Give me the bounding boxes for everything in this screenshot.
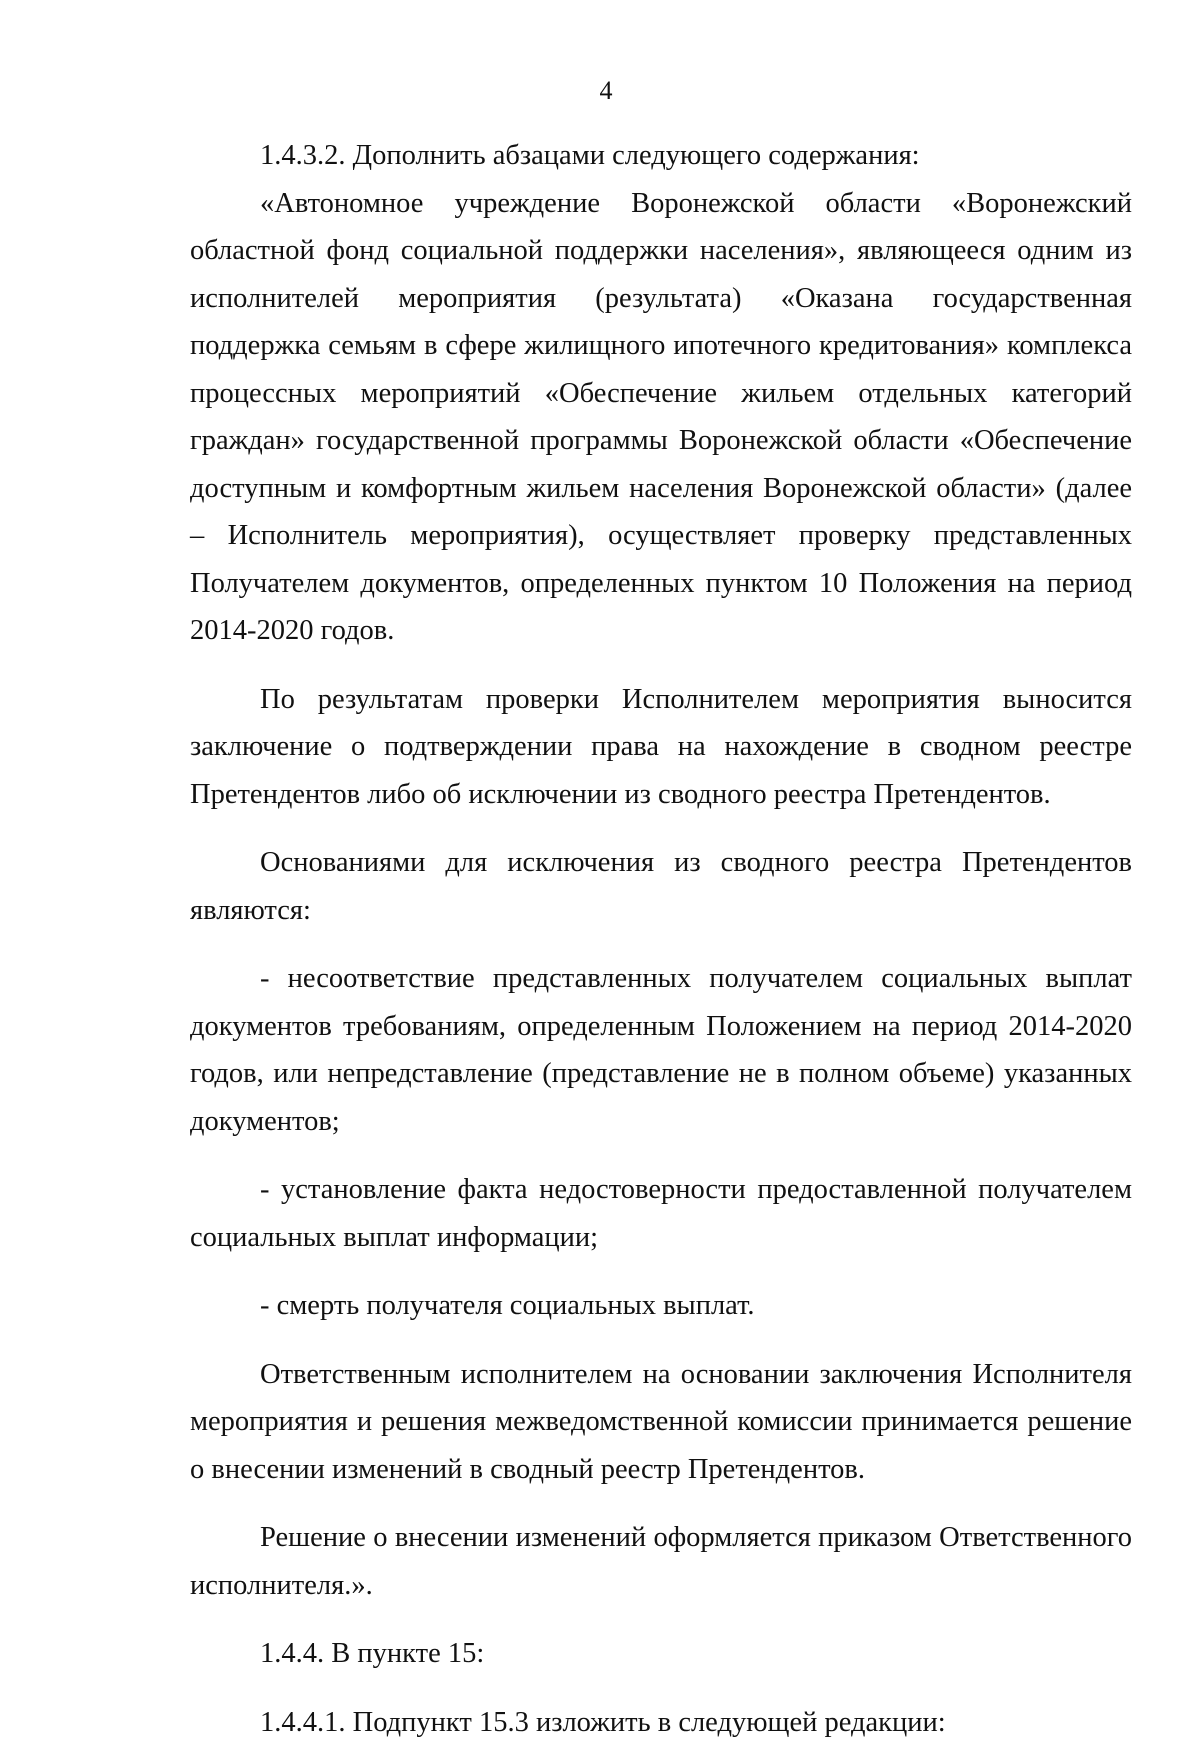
list-item-nonconformity: - несоответствие представленных получателем социальных выплат документов требованиям, определенным Положением на период 2014-2020 годов, или непредставление (представление не в полном объеме) указанных документов;	[190, 955, 1132, 1145]
paragraph-responsible-decision: Ответственным исполнителем на основании заключения Исполнителя мероприятия и решения межведомственной комиссии принимается решение о внесении изменений в сводный реестр Претендентов.	[190, 1351, 1132, 1494]
page-number: 4	[0, 76, 1200, 106]
document-body	[190, 132, 1132, 1746]
list-item-false-information: - установление факта недостоверности предоставленной получателем социальных выплат информации;	[190, 1166, 1132, 1261]
paragraph-1-4-4-1-heading: 1.4.4.1. Подпункт 15.3 изложить в следующей редакции:	[190, 1699, 1132, 1746]
list-item-death: - смерть получателя социальных выплат.	[190, 1282, 1132, 1330]
paragraph-1-4-3-2-heading: 1.4.3.2. Дополнить абзацами следующего содержания:	[190, 132, 1132, 180]
paragraph-executor-description: «Автономное учреждение Воронежской области «Воронежский областной фонд социальной поддержки населения», являющееся одним из исполнителей мероприятия (результата) «Оказана государственная поддержка семьям в сфере жилищного ипотечного кредитования» комплекса процессных мероприятий «Обеспечение жильем отдельных категорий граждан» государственной программы Воронежской области «Обеспечение доступным и комфортным жильем населения Воронежской области» (далее – Исполнитель мероприятия), осуществляет проверку представленных Получателем документов, определенных пунктом 10 Положения на период 2014-2020 годов.	[190, 180, 1132, 655]
paragraph-verification-result: По результатам проверки Исполнителем мероприятия выносится заключение о подтверждении права на нахождение в сводном реестре Претендентов либо об исключении из сводного реестра Претендентов.	[190, 676, 1132, 819]
paragraph-exclusion-grounds-intro: Основаниями для исключения из сводного реестра Претендентов являются:	[190, 839, 1132, 934]
paragraph-order-formalization: Решение о внесении изменений оформляется приказом Ответственного исполнителя.».	[190, 1514, 1132, 1609]
paragraph-1-4-4-heading: 1.4.4. В пункте 15:	[190, 1630, 1132, 1678]
